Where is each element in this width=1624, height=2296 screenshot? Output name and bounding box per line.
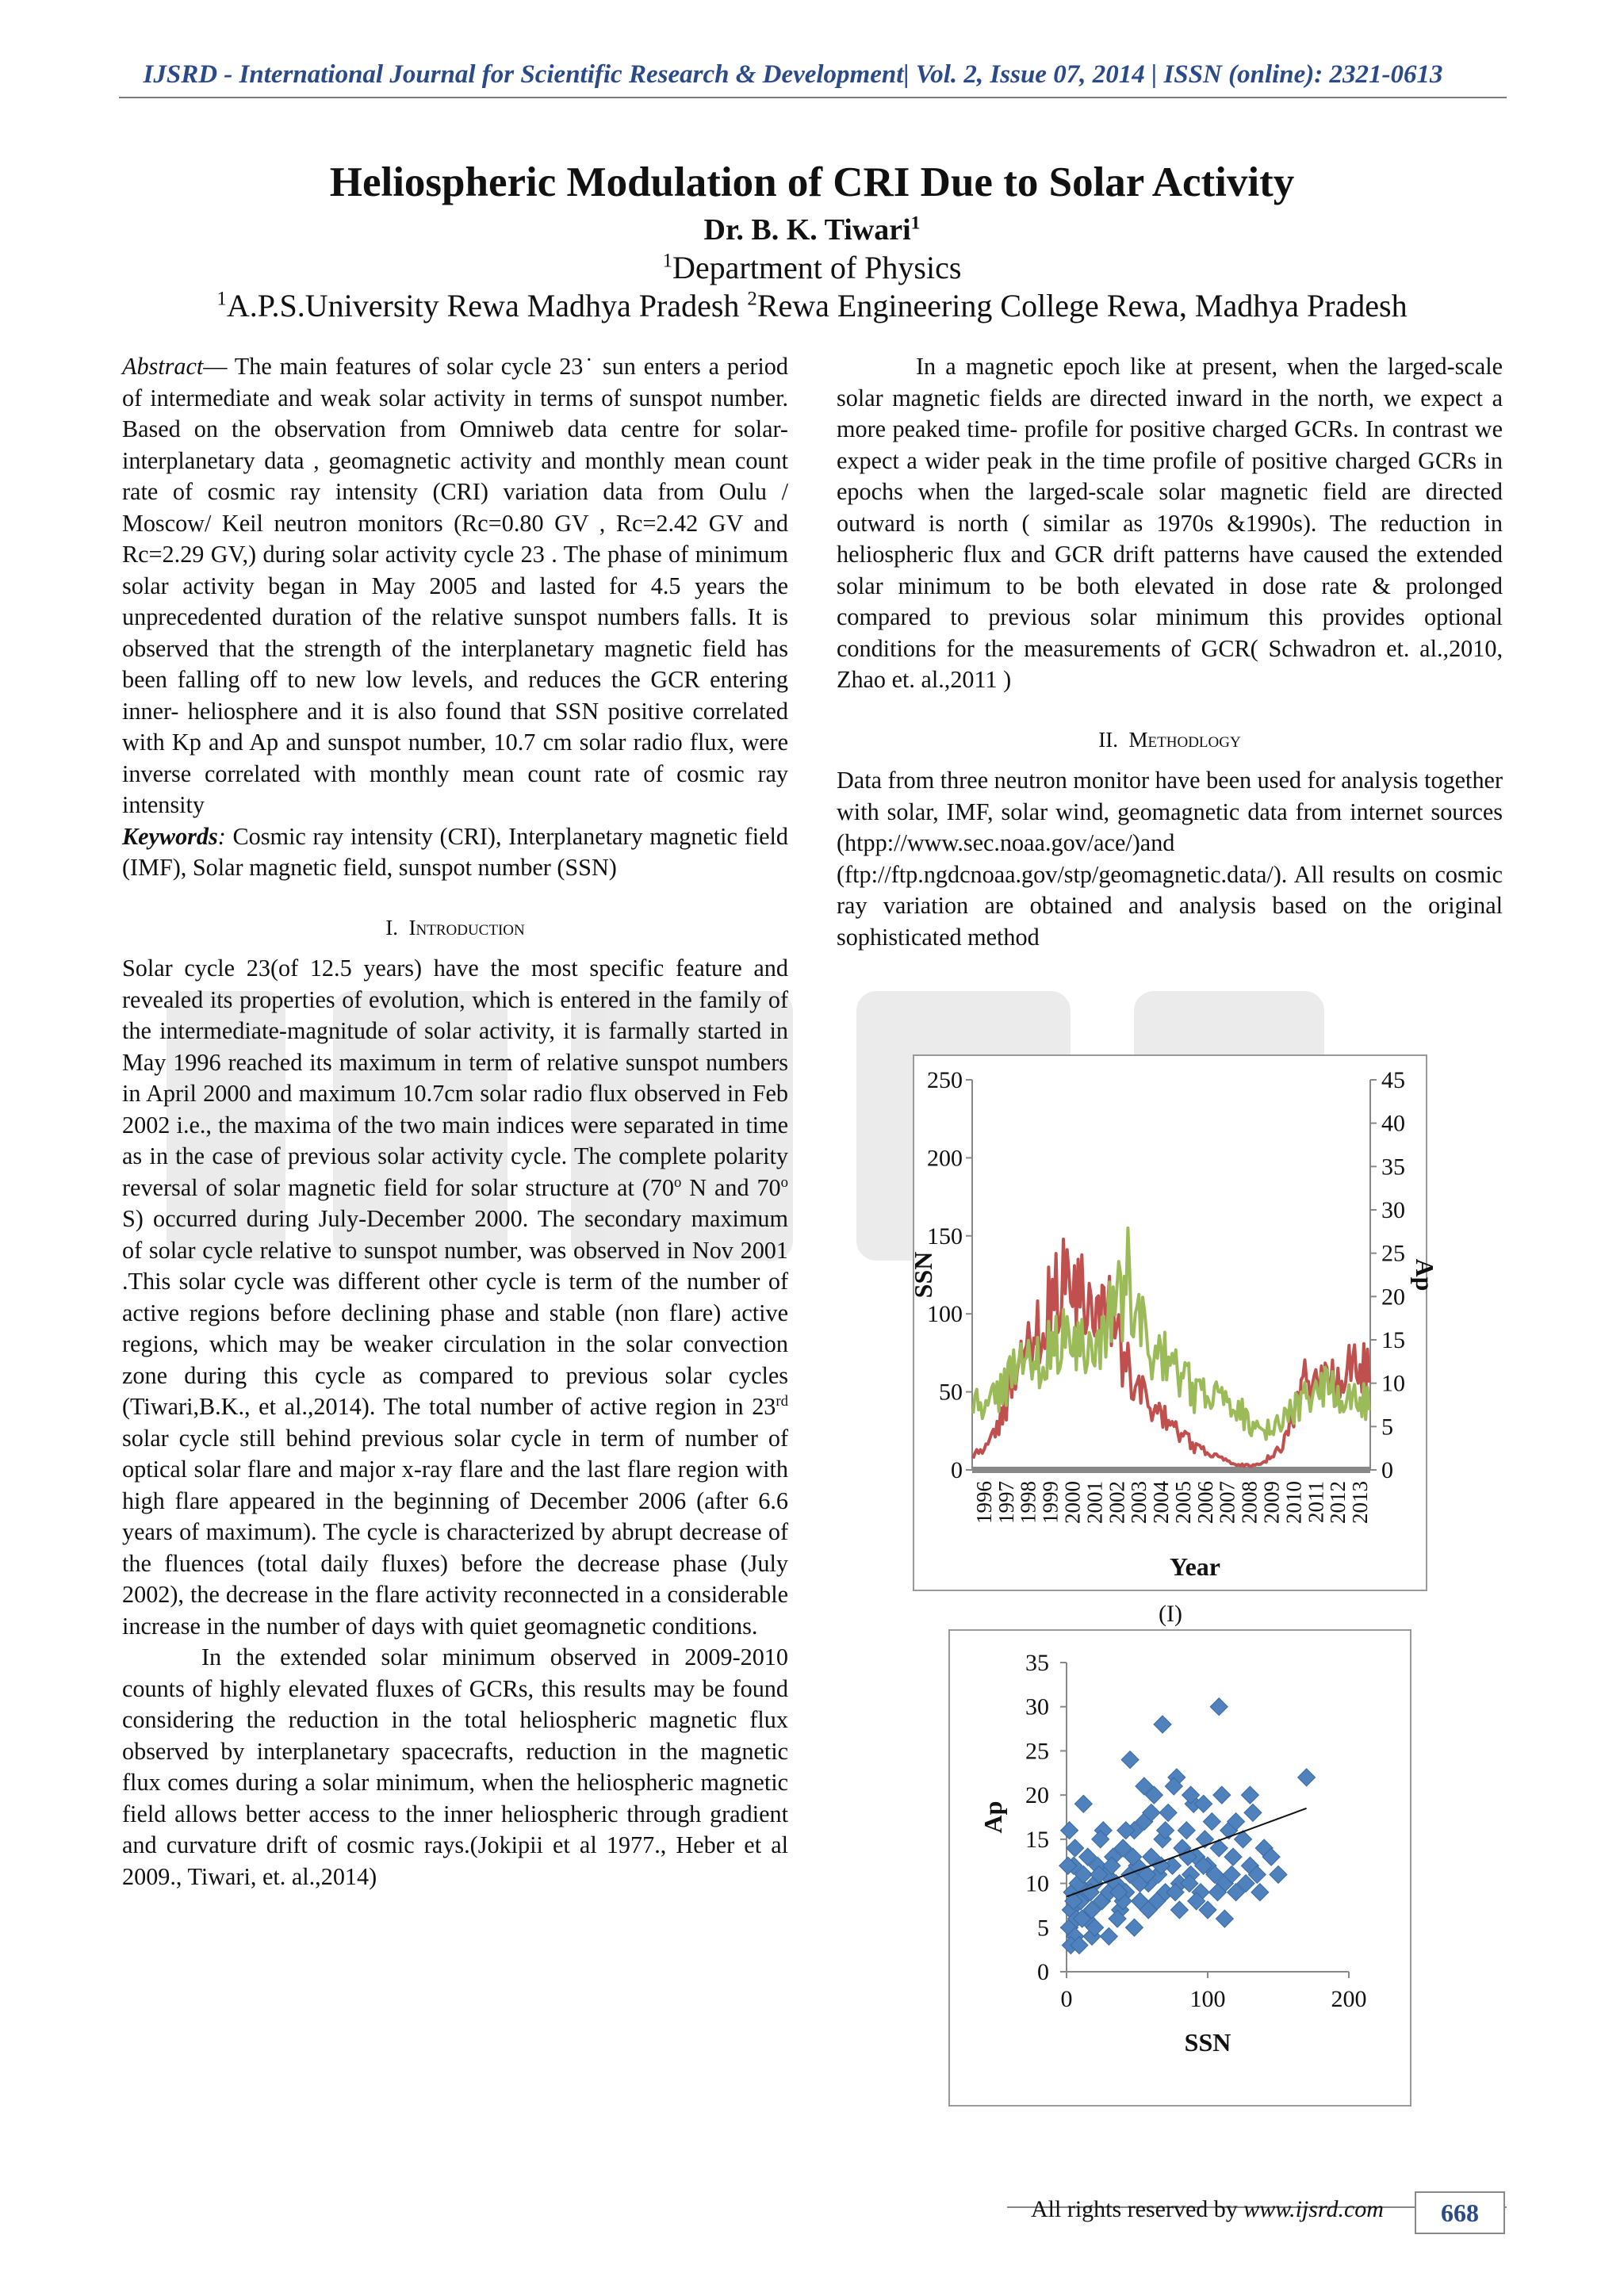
figure-1-caption: (I) <box>1159 1601 1182 1627</box>
abstract-text: The main features of solar cycle 23˙ sun enters a period of intermediate and weak solar activity in terms of sunspot number. Based on the observation from Omniweb data centre for solar- interplanetary data , geomagnetic activity and monthly mean count rate of cosmic ray intensity (CRI) variation data from Oulu / Moscow/ Keil neutron monitors (Rc=0.80 GV , Rc=2.42 GV and Rc=2.29 GV,) during solar activity cycle 23 . The phase of minimum solar activity began in May 2005 and lasted for 4.5 years the unprecedented duration of the relative sunspot numbers falls. It is observed that the strength of the interplanetary magnetic field has been falling off to new low levels, and reduces the GCR entering inner- heliosphere and it is also found that SSN positive correlated with Kp and Ap and sunspot number, 10.7 cm solar radio flux, were inverse correlated with monthly mean count rate of cosmic ray intensity <box>122 353 788 818</box>
x-tick-label: 2005 <box>1170 1481 1195 1524</box>
intro-p1-part-a: Solar cycle 23(of 12.5 years) have the most specific feature and revealed its properties of evolution, which is entered in the family of the intermediate-magnitude of solar activity, it is farmally started in May 1996 reached its maximum in term of relative sunspot numbers in April 2000 and maximum 10.7cm solar radio flux observed in Feb 2002 i.e., the maxima of the two main indices were separated in time as in the case of previous solar activity cycle. The complete polarity reversal of solar magnetic field for solar structure at (70 <box>122 955 788 1201</box>
x-tick-label: 2008 <box>1237 1481 1262 1524</box>
paper-title: Heliospheric Modulation of CRI Due to Solar Activity <box>329 159 1295 205</box>
x-tick-label: 2006 <box>1193 1481 1217 1524</box>
scatter-point <box>1067 1839 1084 1857</box>
affiliation-1: A.P.S.University Rewa Madhya Pradesh <box>226 288 748 323</box>
x-tick-label: 2001 <box>1082 1481 1107 1524</box>
right-tick-label: 40 <box>1381 1110 1405 1137</box>
x-tick-label: 1996 <box>971 1481 996 1524</box>
scatter-point <box>1244 1804 1262 1821</box>
scatter-point <box>1224 1848 1242 1866</box>
x-tick-label: 1999 <box>1038 1481 1063 1524</box>
left-tick-label: 0 <box>951 1457 963 1483</box>
footer-rights <box>1031 2196 1384 2223</box>
abstract <box>122 351 788 821</box>
chart-ssn-ap <box>909 1056 1439 1590</box>
x-tick-label: 2000 <box>1060 1481 1085 1524</box>
scatter-point <box>1178 1822 1195 1839</box>
intro-p1-part-c: S) occurred during July-December 2000. The secondary maximum of solar cycle relative to sunspot number, was observed in Nov 2001 .This solar cycle was different other cycle is term of the number of active regions before declining phase and stable (non flare) active regions, which may be weaker circulation in the solar convection zone during this cycle as compared to previous solar cycles (Tiwari,B.K., et al.,2014). The total number of active region in 23 <box>122 1205 788 1420</box>
scatter-point <box>1203 1813 1220 1831</box>
x-tick-label: 2002 <box>1105 1481 1129 1524</box>
right-column <box>837 351 1503 953</box>
y-tick-label: 30 <box>1025 1693 1049 1720</box>
y-tick-label: 20 <box>1025 1782 1049 1809</box>
page-number: 668 <box>1415 2191 1505 2234</box>
method-heading <box>837 725 1503 756</box>
right-tick-label: 15 <box>1381 1327 1405 1353</box>
abstract-label: Abstract <box>122 353 204 380</box>
method-paragraph: Data from three neutron monitor have been used for analysis together with solar, IMF, solar wind, geomagnetic data from internet sources (htpp://www.sec.noaa.gov/ace/)and (ftp://ftp.ngdcnoaa.gov/stp/geomagnetic.data/). All results on cosmic ray variation are obtained and analysis based on the original sophisticated method <box>837 767 1503 951</box>
footer-url[interactable]: www.ijsrd.com <box>1243 2196 1384 2222</box>
scatter-point <box>1216 1910 1233 1927</box>
intro-heading <box>122 913 788 944</box>
scatter-point <box>1159 1804 1177 1821</box>
left-column <box>122 351 788 1892</box>
intro-title: Introduction <box>408 915 525 939</box>
scatter-point <box>1121 1751 1139 1769</box>
affil-mark-2: 2 <box>747 288 757 310</box>
x-tick-label: 2012 <box>1326 1481 1350 1524</box>
intro-paragraph-3: In a magnetic epoch like at present, when the larged-scale solar magnetic fields are directed inward in the north, we expect a more peaked time- profile for positive charged GCRs. In contrast we expect a wider peak in the time profile of positive charged GCRs in epochs when the larged-scale solar magnetic field are directed outward is north ( similar as 1970s &1990s). The reduction in heliospheric flux and GCR drift patterns have caused the extended solar minimum to be both elevated in dose rate & prolonged compared to previous solar minimum this provides optional conditions for the measurements of GCR( Schwadron et. al.,2010, Zhao et. al.,2011 ) <box>837 353 1503 693</box>
x-tick-label: 2013 <box>1348 1481 1373 1524</box>
scatter-point <box>1251 1884 1269 1901</box>
left-tick-label: 50 <box>939 1379 963 1406</box>
y-tick-label: 25 <box>1025 1738 1049 1765</box>
scatter-point <box>1213 1786 1231 1804</box>
keywords <box>122 821 788 884</box>
y-tick-label: 0 <box>1037 1959 1049 1985</box>
y-tick-label: 5 <box>1037 1915 1049 1942</box>
chart-ap-vs-ssn <box>950 1631 1410 2105</box>
x-tick-label: 2004 <box>1149 1481 1174 1524</box>
author-line <box>0 212 1624 247</box>
figure-2-ap-vs-ssn-scatter <box>948 1629 1411 2107</box>
keywords-label: Keywords <box>122 822 218 850</box>
x-axis-title: SSN <box>1184 2028 1231 2057</box>
x-tick-label: 2010 <box>1281 1481 1306 1524</box>
intro-paragraph-1 <box>122 953 788 1642</box>
figure-1-ssn-ap-timeseries <box>909 1054 1439 1591</box>
department: Department of Physics <box>672 250 962 285</box>
left-tick-label: 200 <box>927 1145 963 1172</box>
degree-mark-1: o <box>673 1173 682 1191</box>
x-tick-label: 0 <box>1060 1986 1073 2012</box>
footer-rights-text: All rights reserved by <box>1031 2196 1244 2222</box>
scatter-point <box>1170 1901 1188 1919</box>
x-tick-label: 200 <box>1331 1986 1367 2012</box>
left-tick-label: 100 <box>927 1301 963 1328</box>
ordinal-rd: rd <box>776 1392 788 1410</box>
intro-paragraph-2: In the extended solar minimum observed in 2009-2010 counts of highly elevated fluxes of GCRs, this results may be found considering the reduction in the total heliospheric magnetic flux observed by interplanetary spacecrafts, reduction in the magnetic flux comes during a solar minimum, when the heliospheric magnetic field allows better access to the inner heliospheric through gradient and curvature drift of cosmic rays.(Jokipii et al 1977., Heber et al 2009., Tiwari, et. al.,2014) <box>122 1644 788 1890</box>
left-tick-label: 150 <box>927 1223 963 1249</box>
intro-p1-part-b: N and 70 <box>681 1173 781 1201</box>
scatter-point <box>1061 1822 1078 1839</box>
author-affil-mark: 1 <box>910 212 921 234</box>
intro-p1-part-d: solar cycle still behind previous solar cycle in term of number of optical solar flare and major x-ray flare and the last flare region with high flare appeared in the beginning of December 2006 (after 6.6 years of maximum). The cycle is characterized by abrupt decrease of the fluences (total daily fluxes) before the decrease phase (July 2002), the decrease in the flare activity reconnected in a considerable increase in the number of days with quiet geomagnetic conditions. <box>122 1424 788 1640</box>
right-tick-label: 5 <box>1381 1414 1393 1441</box>
right-tick-label: 45 <box>1381 1067 1405 1093</box>
series-line-ap <box>973 1228 1369 1439</box>
right-tick-label: 20 <box>1381 1284 1405 1311</box>
left-axis-title: SSN <box>909 1251 937 1299</box>
abstract-dash: — <box>203 353 235 380</box>
scatter-point <box>1270 1866 1287 1883</box>
department-line <box>0 249 1624 286</box>
x-tick-label: 2009 <box>1259 1481 1284 1524</box>
affiliation-2: Rewa Engineering College Rewa, Madhya Pradesh <box>756 288 1408 323</box>
right-axis-title: Ap <box>1411 1258 1439 1292</box>
scatter-point <box>1195 1795 1212 1812</box>
affiliation-line <box>0 287 1624 324</box>
x-axis-title: Year <box>1170 1552 1220 1581</box>
method-title: Methodlogy <box>1128 727 1241 752</box>
x-tick-label: 1998 <box>1016 1481 1040 1524</box>
y-tick-label: 10 <box>1025 1870 1049 1897</box>
y-tick-label: 15 <box>1025 1826 1049 1853</box>
scatter-point <box>1298 1769 1316 1786</box>
header-rule <box>119 97 1507 98</box>
right-tick-label: 30 <box>1381 1197 1405 1223</box>
left-tick-label: 250 <box>927 1067 963 1093</box>
right-tick-label: 10 <box>1381 1370 1405 1397</box>
keywords-text: Cosmic ray intensity (CRI), Interplanetary magnetic field (IMF), Solar magnetic field, sunspot number (SSN) <box>122 822 788 881</box>
y-tick-label: 35 <box>1025 1650 1049 1676</box>
method-number: II. <box>1098 727 1119 752</box>
affil-mark-1: 1 <box>216 288 227 310</box>
scatter-point <box>1210 1698 1228 1716</box>
dept-affil-mark: 1 <box>662 250 673 272</box>
x-tick-label: 2007 <box>1215 1481 1239 1524</box>
right-tick-label: 25 <box>1381 1240 1405 1267</box>
x-tick-label: 100 <box>1189 1986 1226 2012</box>
scatter-point <box>1100 1927 1117 1945</box>
x-tick-label: 2003 <box>1127 1481 1151 1524</box>
y-axis-title: Ap <box>979 1800 1007 1834</box>
journal-header: IJSRD - International Journal for Scientific Research & Development| Vol. 2, Issue 07, 2014 | ISSN (online): 2321-0613 <box>143 60 1443 89</box>
scatter-point <box>1125 1919 1143 1936</box>
scatter-point <box>1154 1716 1171 1733</box>
right-tick-label: 35 <box>1381 1154 1405 1181</box>
author-name: Dr. B. K. Tiwari <box>703 213 911 247</box>
intro-number: I. <box>385 915 399 939</box>
degree-mark-2: o <box>780 1173 788 1191</box>
x-tick-label: 1997 <box>994 1481 1018 1524</box>
x-tick-label: 2011 <box>1304 1481 1328 1523</box>
right-tick-label: 0 <box>1381 1457 1393 1483</box>
keywords-colon: : <box>217 822 233 850</box>
scatter-point <box>1241 1786 1258 1804</box>
scatter-point <box>1074 1795 1092 1812</box>
